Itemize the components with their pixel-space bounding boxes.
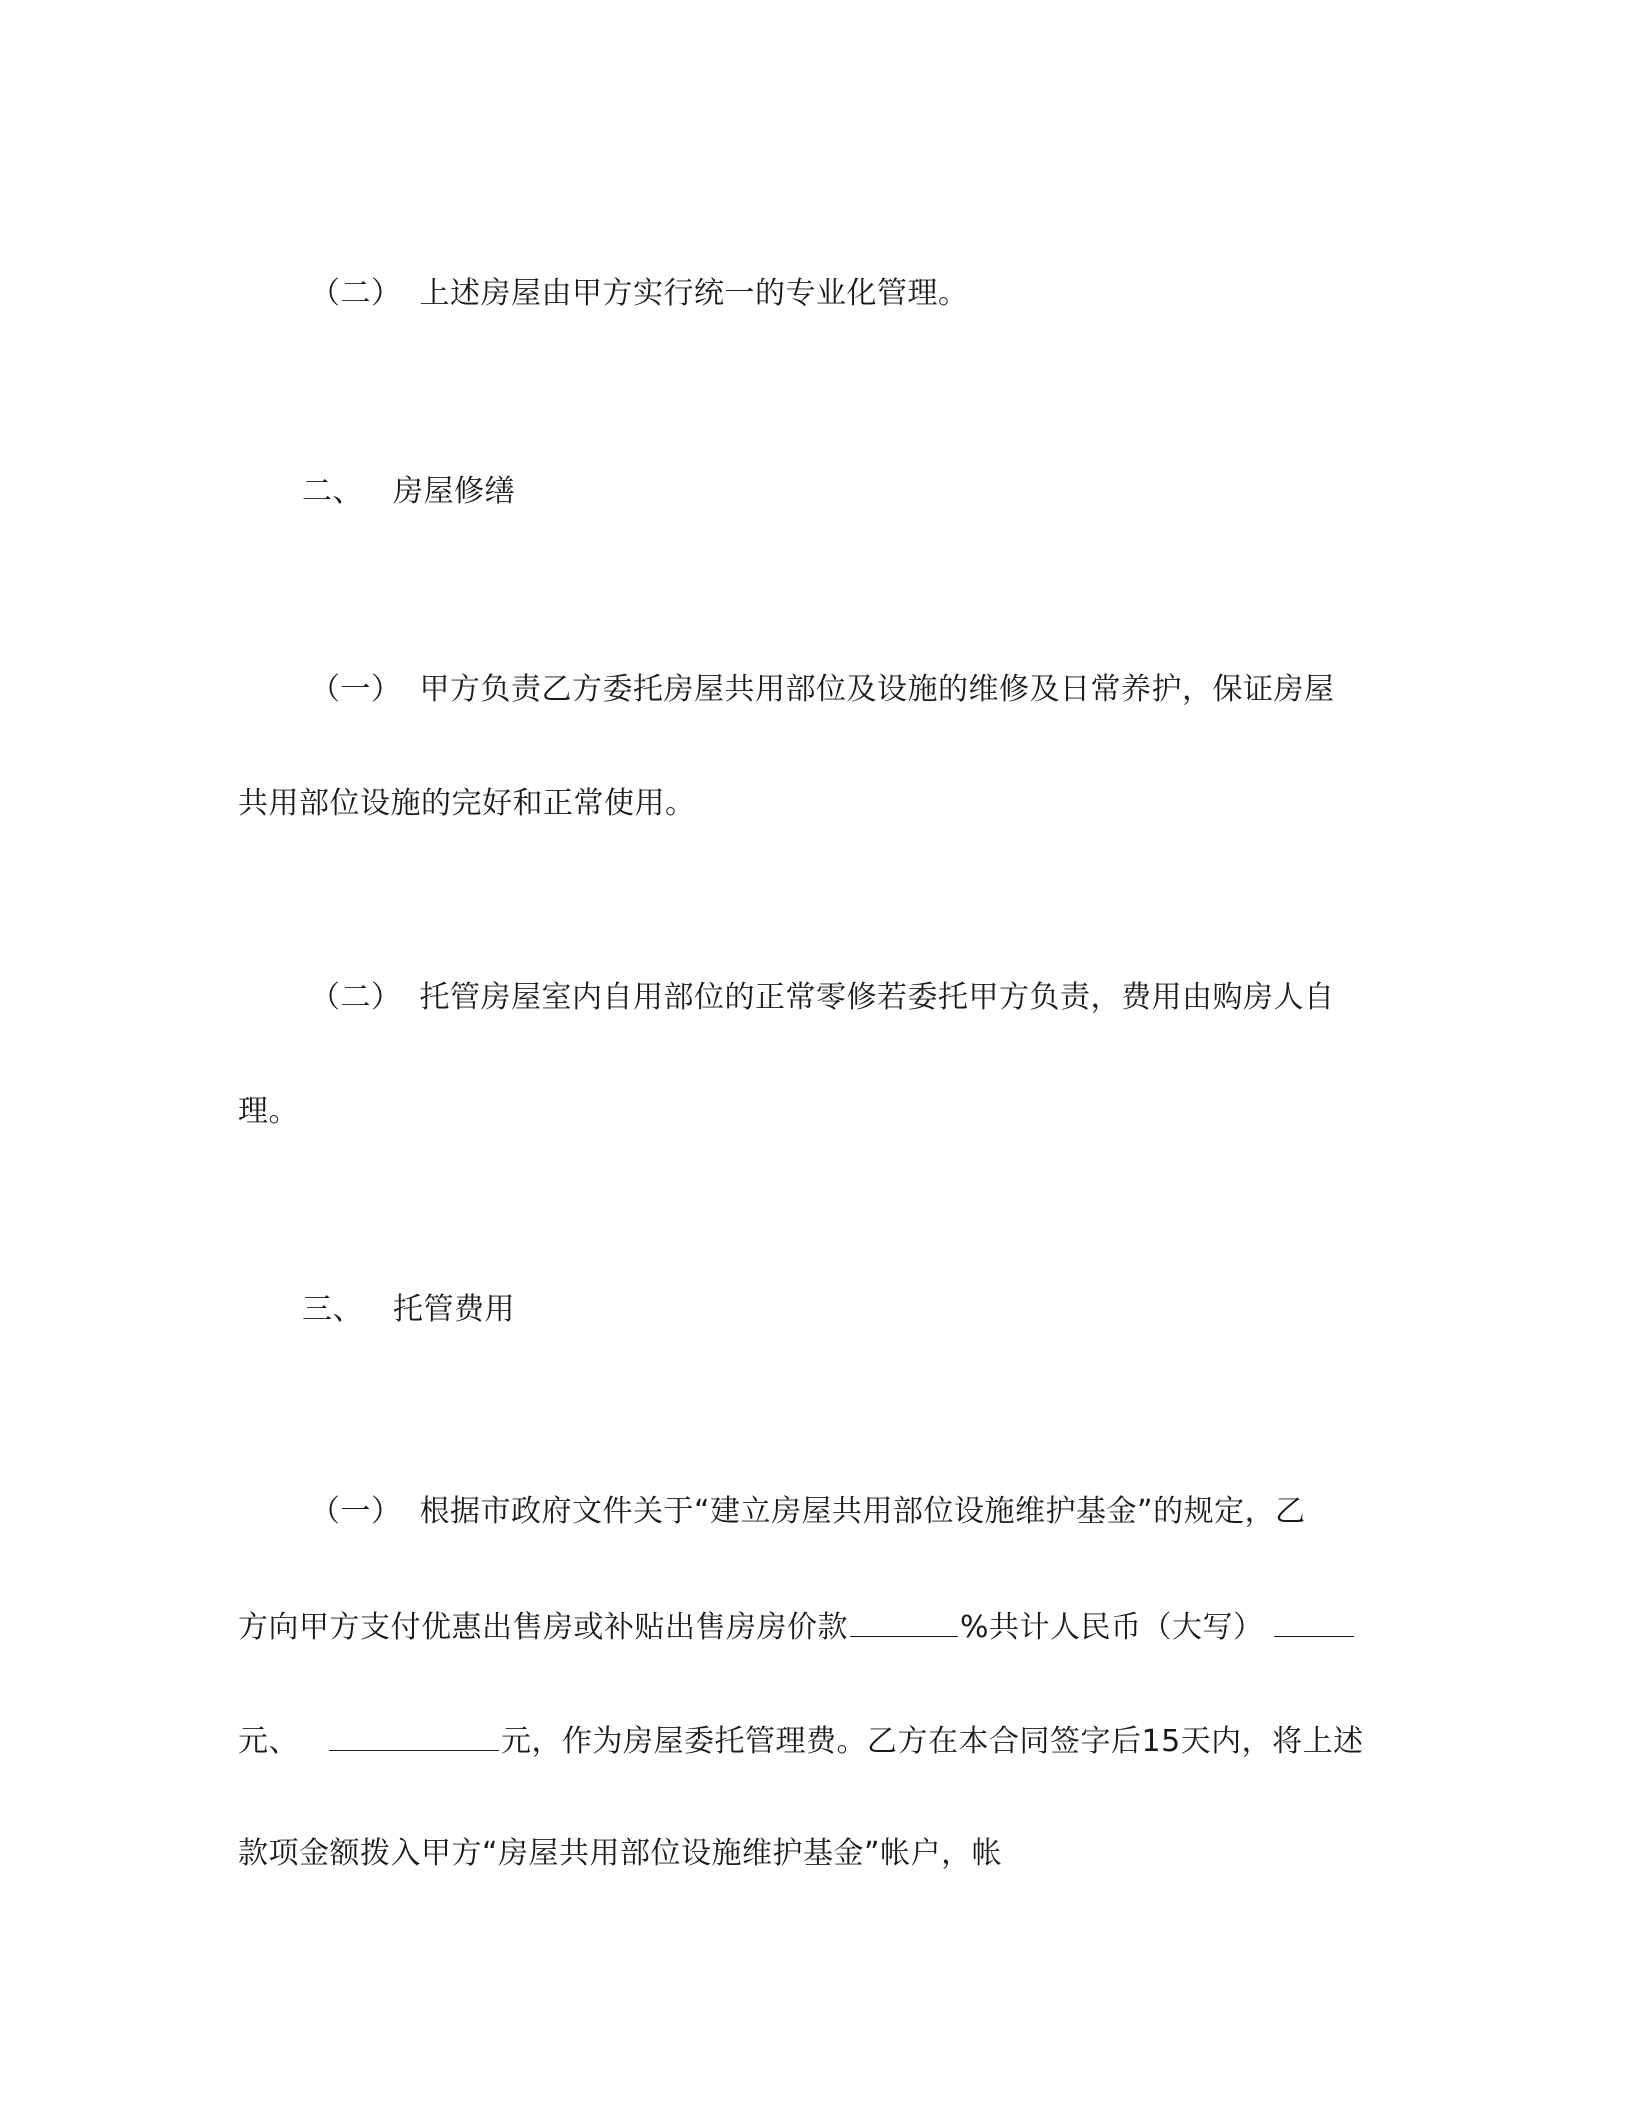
- section-title: 托管费用: [393, 1292, 515, 1327]
- section-number: 二、: [302, 474, 363, 509]
- paragraph-text: 甲方负责乙方委托房屋共用部位及设施的维修及日常养护，保证房屋: [419, 672, 1335, 707]
- section-title: 房屋修缮: [393, 474, 515, 509]
- amount-uppercase-blank-field[interactable]: [1274, 1606, 1354, 1637]
- paragraph-text: 共用部位设施的完好和正常使用。: [238, 786, 696, 821]
- paragraph-text: 根据市政府文件关于“建立房屋共用部位设施维护基金”的规定，乙: [419, 1494, 1306, 1529]
- paragraph-text: 方向甲方支付优惠出售房或补贴出售房房价款: [238, 1610, 848, 1645]
- percent-blank-field[interactable]: [850, 1606, 958, 1637]
- section-heading-repair: [302, 472, 515, 512]
- item-number: （二）: [310, 980, 402, 1015]
- section-number: 三、: [302, 1292, 363, 1327]
- paragraph-management: [310, 274, 969, 314]
- paragraph-repair-1-line2: [238, 784, 696, 824]
- paragraph-text: 托管房屋室内自用部位的正常零修若委托甲方负责，费用由购房人自: [419, 980, 1335, 1015]
- item-number: （一）: [310, 1494, 402, 1529]
- paragraph-repair-2-line2: [238, 1092, 299, 1132]
- amount-blank-field[interactable]: [329, 1720, 499, 1751]
- paragraph-fees-1-line2: [238, 1606, 1356, 1648]
- paragraph-text: 元，作为房屋委托管理费。乙方在本合同签字后15天内，将上述: [501, 1724, 1364, 1759]
- paragraph-text: 理。: [238, 1094, 299, 1129]
- paragraph-fees-1-line3: [238, 1720, 1364, 1762]
- paragraph-text: 元、: [238, 1724, 299, 1759]
- paragraph-text: 款项金额拨入甲方“房屋共用部位设施维护基金”帐户，帐: [238, 1836, 1003, 1871]
- paragraph-text: 上述房屋由甲方实行统一的专业化管理。: [419, 276, 969, 311]
- paragraph-fees-1-line4: [238, 1834, 1002, 1874]
- item-number: （二）: [310, 276, 402, 311]
- paragraph-text: %共计人民币（大写）: [960, 1610, 1264, 1645]
- item-number: （一）: [310, 672, 402, 707]
- section-heading-fees: [302, 1290, 515, 1330]
- paragraph-repair-1-line1: [310, 670, 1335, 710]
- paragraph-fees-1-line1: [310, 1492, 1306, 1532]
- paragraph-repair-2-line1: [310, 978, 1335, 1018]
